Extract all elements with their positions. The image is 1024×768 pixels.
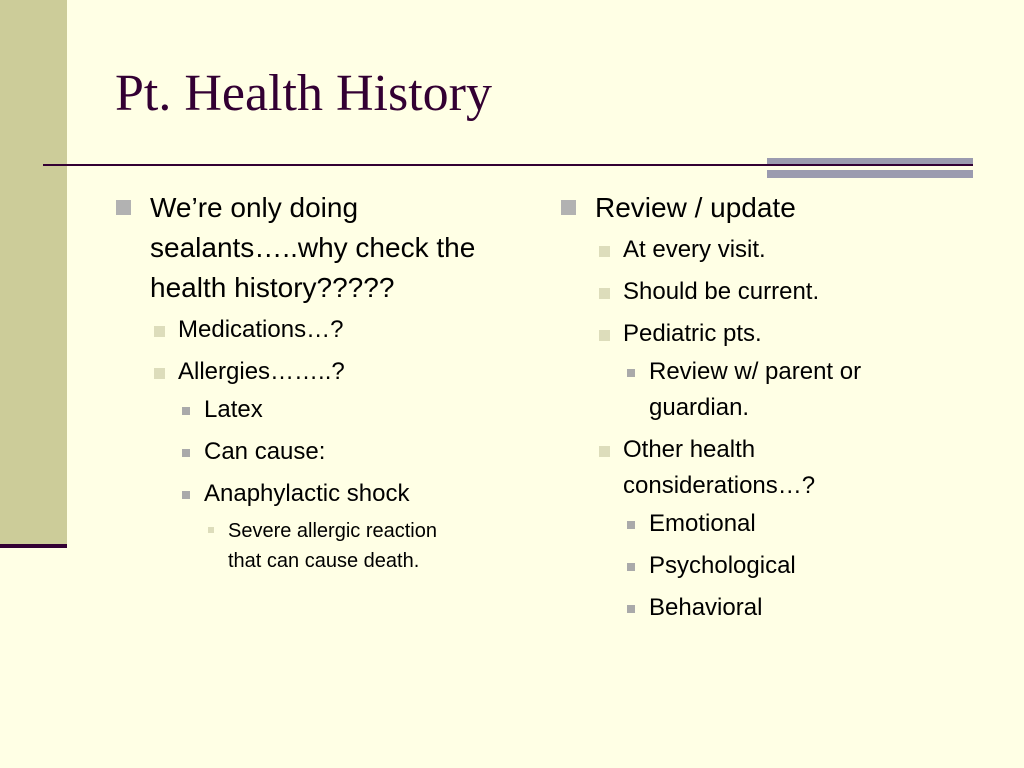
square-bullet-icon [561,200,576,215]
bullet-text: Behavioral [649,594,763,621]
square-bullet-icon [182,407,190,415]
side-bar-underline [0,544,67,548]
bullet-text: Severe allergic reaction that can cause death. [228,520,437,572]
square-bullet-icon [599,446,610,457]
left-column [112,188,532,582]
square-bullet-icon [627,521,635,529]
accent-bar-bottom [767,170,973,178]
bullet-every-visit [595,232,977,268]
square-bullet-icon [599,330,610,341]
bullet-anaphylactic-shock [178,476,532,576]
square-bullet-icon [627,563,635,571]
bullet-text: At every visit. [623,236,766,263]
bullet-text: Review / update [595,192,796,223]
bullet-text: Review w/ parent or guardian. [649,358,862,421]
bullet-latex [178,392,532,428]
bullet-text: Should be current. [623,278,820,305]
title-divider [43,164,973,166]
accent-bar-top [767,158,973,164]
bullet-text: Psychological [649,552,796,579]
square-bullet-icon [599,288,610,299]
bullet-can-cause [178,434,532,470]
bullet-severe-reaction [204,516,532,576]
bullet-should-be-current [595,274,977,310]
decorative-side-bar [0,0,67,548]
bullet-text: Other health considerations…? [623,436,816,499]
square-bullet-icon [627,369,635,377]
bullet-behavioral [623,590,977,626]
square-bullet-icon [154,326,165,337]
bullet-text: Anaphylactic shock [204,480,410,507]
square-bullet-icon [182,449,190,457]
square-bullet-icon [599,246,610,257]
bullet-text: We’re only doing sealants…..why check the health history????? [150,192,476,303]
bullet-emotional [623,506,977,542]
bullet-text: Emotional [649,510,756,537]
bullet-review-parent [623,354,977,426]
bullet-pediatric-pts [595,316,977,426]
bullet-review-update [557,188,977,626]
bullet-text: Latex [204,396,263,423]
bullet-text: Can cause: [204,438,326,465]
bullet-psychological [623,548,977,584]
slide-title: Pt. Health History [115,65,492,122]
bullet-why-check-history [112,188,532,576]
square-bullet-icon [116,200,131,215]
right-column [557,188,977,632]
bullet-text: Medications…? [178,316,344,343]
square-bullet-icon [627,605,635,613]
bullet-other-considerations [595,432,977,626]
square-bullet-icon [182,491,190,499]
bullet-text: Allergies……..? [178,358,345,385]
bullet-text: Pediatric pts. [623,320,762,347]
square-bullet-icon [154,368,165,379]
square-bullet-icon [208,527,214,533]
bullet-medications [150,312,532,348]
bullet-allergies [150,354,532,576]
